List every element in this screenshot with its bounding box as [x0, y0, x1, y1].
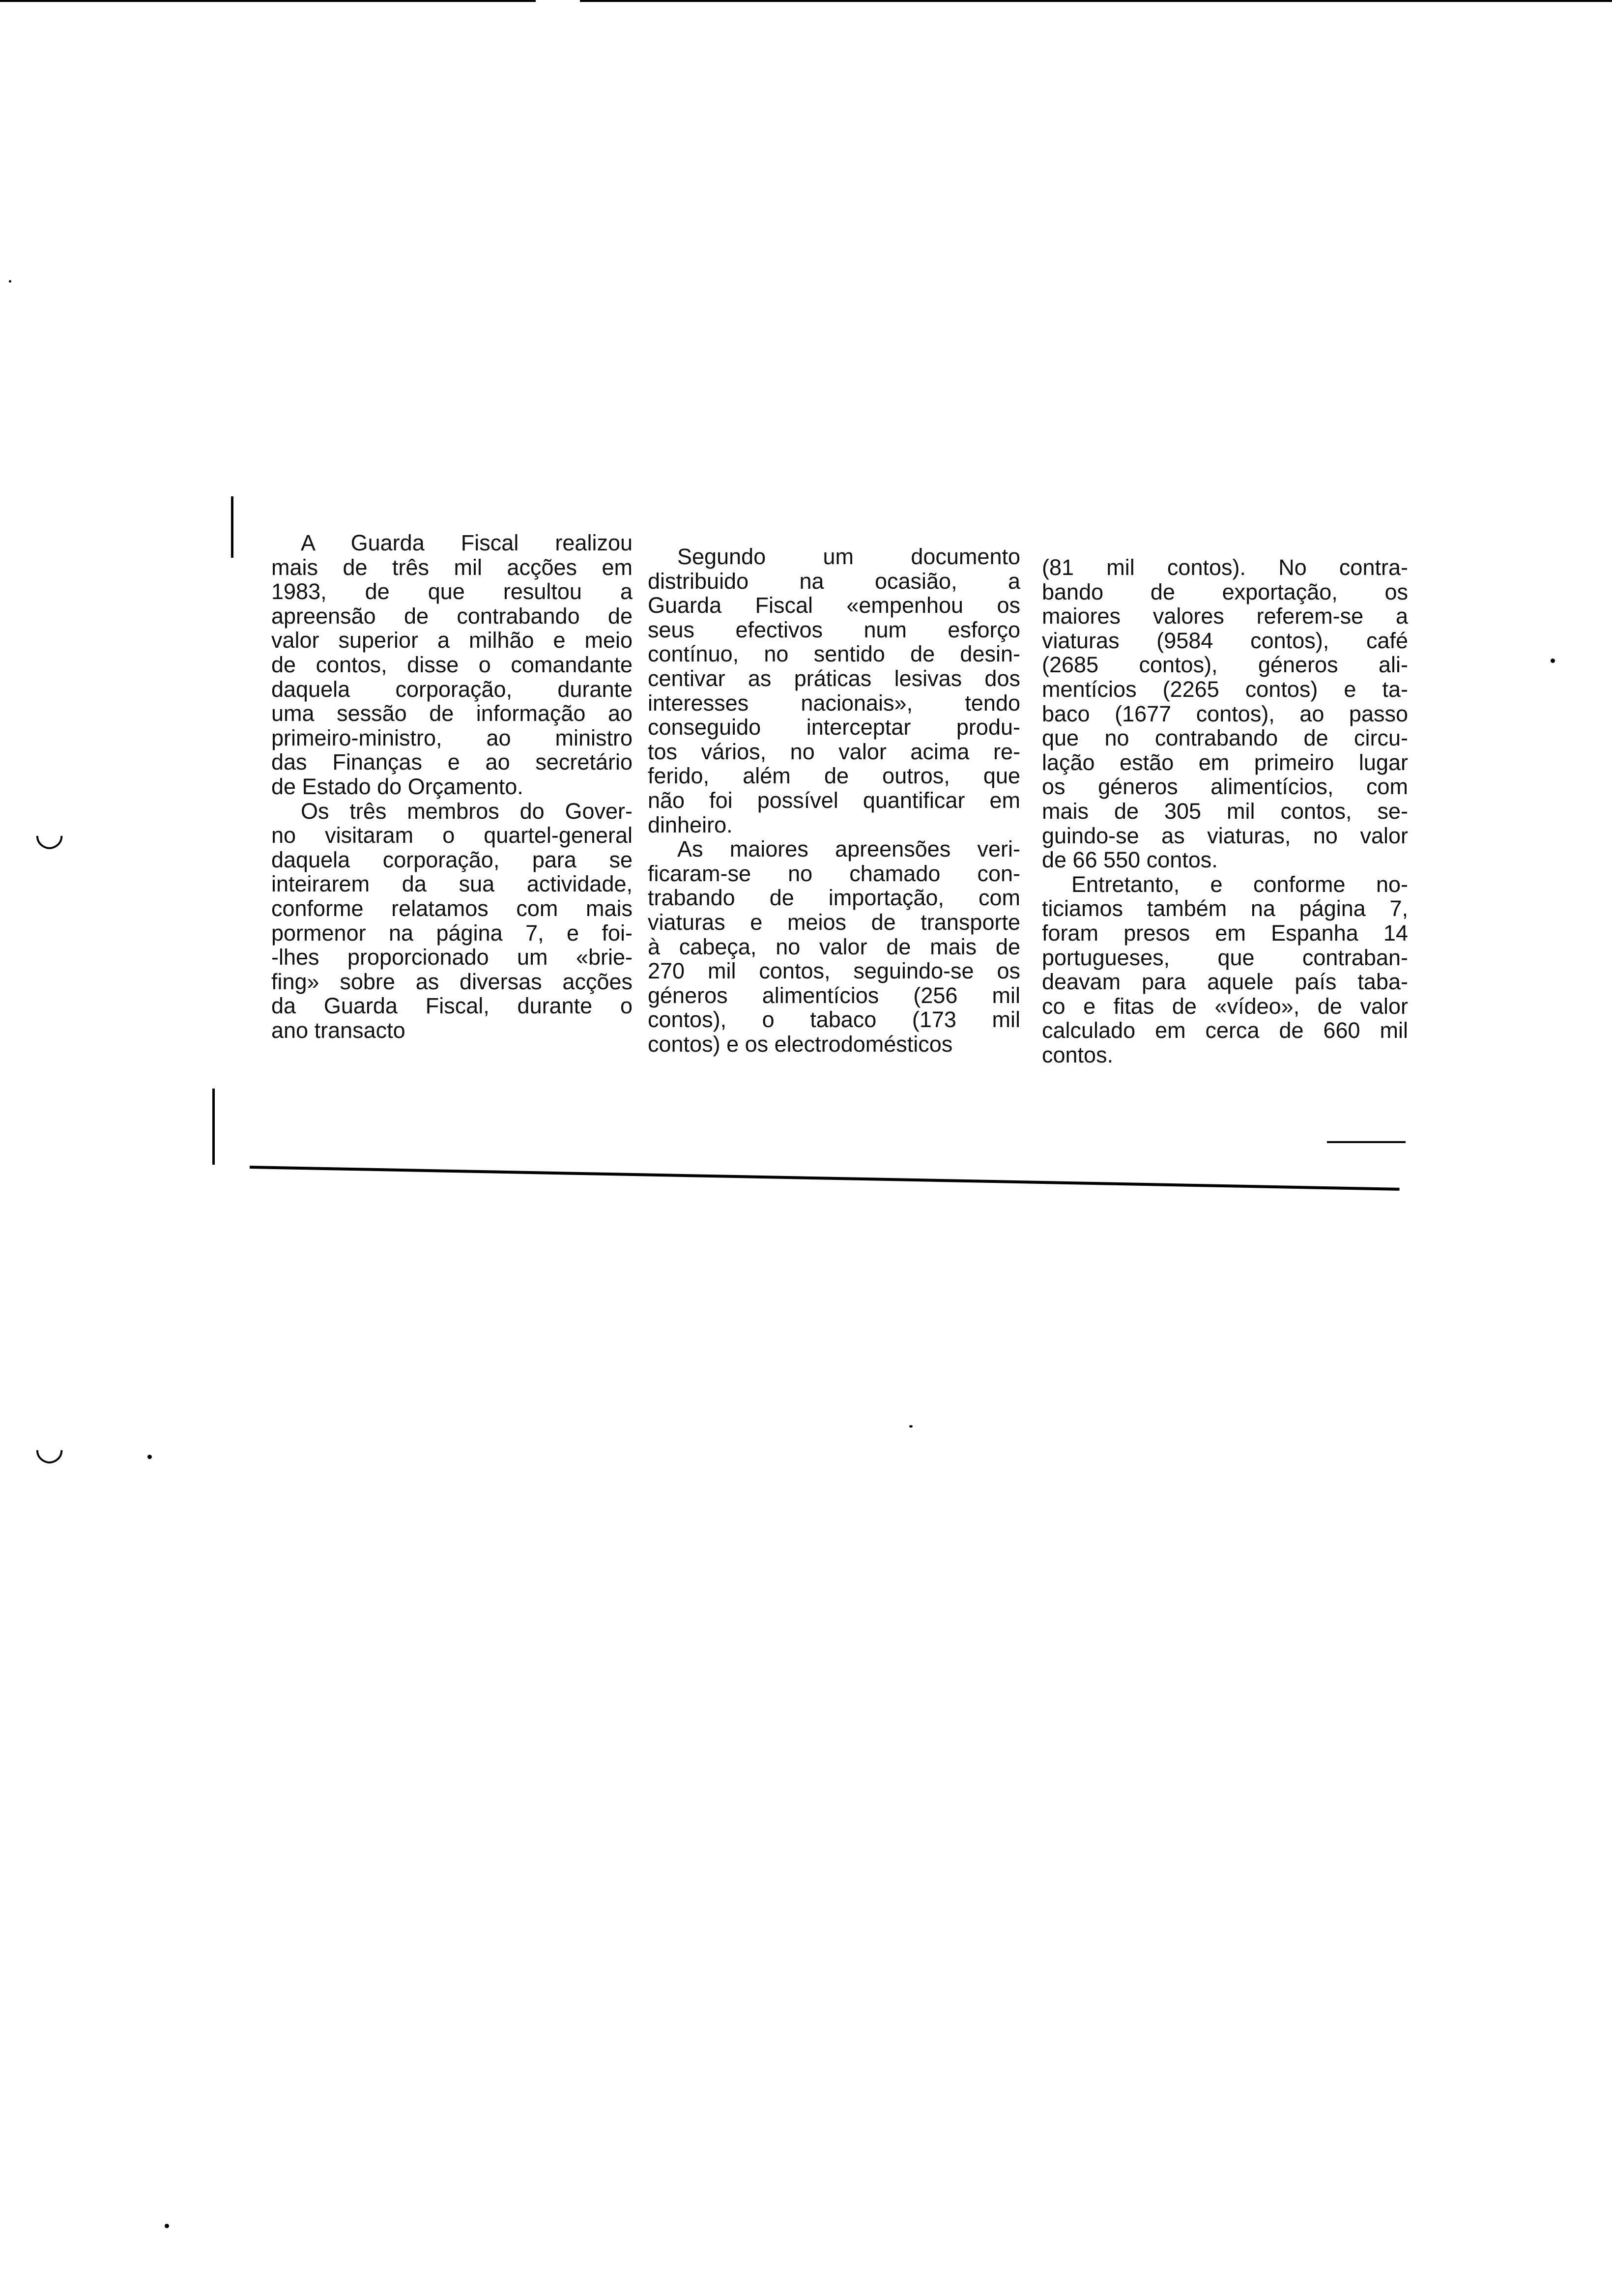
article-text-line: mais de três mil acções em: [271, 554, 633, 580]
article-text-line: maiores valores referem-se a: [1042, 603, 1408, 629]
speck: [909, 1425, 913, 1428]
article-text-line: apreensão de contrabando de: [271, 603, 633, 629]
handwritten-underline: [1327, 1141, 1406, 1143]
punch-hole-mark-top: ◡: [34, 813, 65, 853]
article-text-line: (2685 contos), géneros ali-: [1042, 652, 1408, 678]
speck: [9, 280, 11, 283]
article-text-line: pormenor na página 7, e foi-: [271, 920, 633, 946]
scan-top-border-left: [0, 0, 536, 2]
article-text-line: os géneros alimentícios, com: [1042, 774, 1408, 800]
article-text-line: calculado em cerca de 660 mil: [1042, 1018, 1408, 1043]
punch-hole-mark-bottom: ◡: [34, 1427, 65, 1467]
article-text-line: não foi possível quantificar em: [648, 787, 1020, 813]
article-text-line: daquela corporação, para se: [271, 847, 633, 872]
article-text-line: portugueses, que contraban-: [1042, 945, 1408, 970]
article-text-line: interesses nacionais», tendo: [648, 690, 1020, 716]
article-text-line: dinheiro.: [648, 812, 733, 837]
article-text-line: seus efectivos num esforço: [648, 617, 1020, 642]
speck: [165, 2224, 169, 2228]
article-text-line: no visitaram o quartel-general: [271, 823, 633, 848]
article-text-line: mais de 305 mil contos, se-: [1042, 798, 1408, 824]
article-text-line: A Guarda Fiscal realizou: [301, 530, 633, 555]
article-text-line: fing» sobre as diversas acções: [271, 969, 633, 994]
scan-top-border-right: [580, 0, 1612, 2]
article-text-line: primeiro-ministro, ao ministro: [271, 725, 633, 750]
article-text-line: baco (1677 contos), ao passo: [1042, 701, 1408, 726]
article-text-line: contos), o tabaco (173 mil: [648, 1007, 1020, 1033]
article-text-line: mentícios (2265 contos) e ta-: [1042, 676, 1408, 702]
article-text-line: da Guarda Fiscal, durante o: [271, 993, 633, 1019]
article-text-line: conseguido interceptar produ-: [648, 715, 1020, 740]
article-text-line: contos) e os electrodomésticos: [648, 1031, 953, 1057]
article-text-line: de contos, disse o comandante: [271, 652, 633, 677]
article-text-line: -lhes proporcionado um «brie-: [271, 945, 633, 970]
article-text-line: contínuo, no sentido de desin-: [648, 641, 1020, 667]
article-bottom-rule: [250, 1166, 1400, 1191]
article-text-line: Segundo um documento: [677, 544, 1020, 569]
article-text-line: As maiores apreensões veri-: [677, 836, 1020, 862]
article-text-line: valor superior a milhão e meio: [271, 628, 633, 653]
article-text-line: ferido, além de outros, que: [648, 763, 1020, 789]
article-column-3: [1042, 555, 1408, 1067]
margin-bar-bottom: [212, 1089, 215, 1165]
article-text-line: viaturas e meios de transporte: [648, 909, 1020, 935]
article-text-line: deavam para aquele país taba-: [1042, 969, 1408, 995]
article-text-line: de 66 550 contos.: [1042, 847, 1218, 873]
article-text-line: conforme relatamos com mais: [271, 895, 633, 921]
article-text-line: Os três membros do Gover-: [301, 798, 633, 824]
article-text-line: que no contrabando de circu-: [1042, 725, 1408, 751]
article-text-line: centivar as práticas lesivas dos: [648, 665, 1020, 691]
article-text-line: à cabeça, no valor de mais de: [648, 934, 1020, 959]
article-text-line: 270 mil contos, seguindo-se os: [648, 958, 1020, 984]
article-column-2: [648, 545, 1020, 1056]
article-text-line: co e fitas de «vídeo», de valor: [1042, 993, 1408, 1019]
article-text-line: tos vários, no valor acima re-: [648, 739, 1020, 764]
article-text-line: foram presos em Espanha 14: [1042, 920, 1408, 946]
article-text-line: bando de exportação, os: [1042, 579, 1408, 604]
article-text-line: (81 mil contos). No contra-: [1042, 555, 1408, 580]
article-text-line: guindo-se as viaturas, no valor: [1042, 823, 1408, 848]
article-text-line: ano transacto: [271, 1017, 405, 1043]
article-text-line: ticiamos também na página 7,: [1042, 896, 1408, 921]
article-text-line: Entretanto, e conforme no-: [1071, 871, 1408, 897]
speck: [147, 1455, 152, 1459]
article-text-line: trabando de importação, com: [648, 885, 1020, 911]
article-text-line: de Estado do Orçamento.: [271, 774, 523, 799]
article-text-line: contos.: [1042, 1042, 1114, 1067]
article-text-line: ficaram-se no chamado con-: [648, 861, 1020, 886]
article-text-line: inteirarem da sua actividade,: [271, 871, 633, 897]
speck: [1551, 659, 1555, 663]
article-text-line: viaturas (9584 contos), café: [1042, 628, 1408, 653]
article-text-line: lação estão em primeiro lugar: [1042, 749, 1408, 775]
article-text-line: distribuido na ocasião, a: [648, 568, 1020, 594]
article-text-line: daquela corporação, durante: [271, 676, 633, 702]
article-text-line: géneros alimentícios (256 mil: [648, 982, 1020, 1008]
article-text-line: das Finanças e ao secretário: [271, 749, 633, 775]
article-text-line: uma sessão de informação ao: [271, 701, 633, 726]
article-text-line: 1983, de que resultou a: [271, 579, 633, 604]
article-text-line: Guarda Fiscal «empenhou os: [648, 593, 1020, 618]
margin-bar-top: [231, 496, 233, 558]
article-column-1: [271, 531, 633, 1042]
